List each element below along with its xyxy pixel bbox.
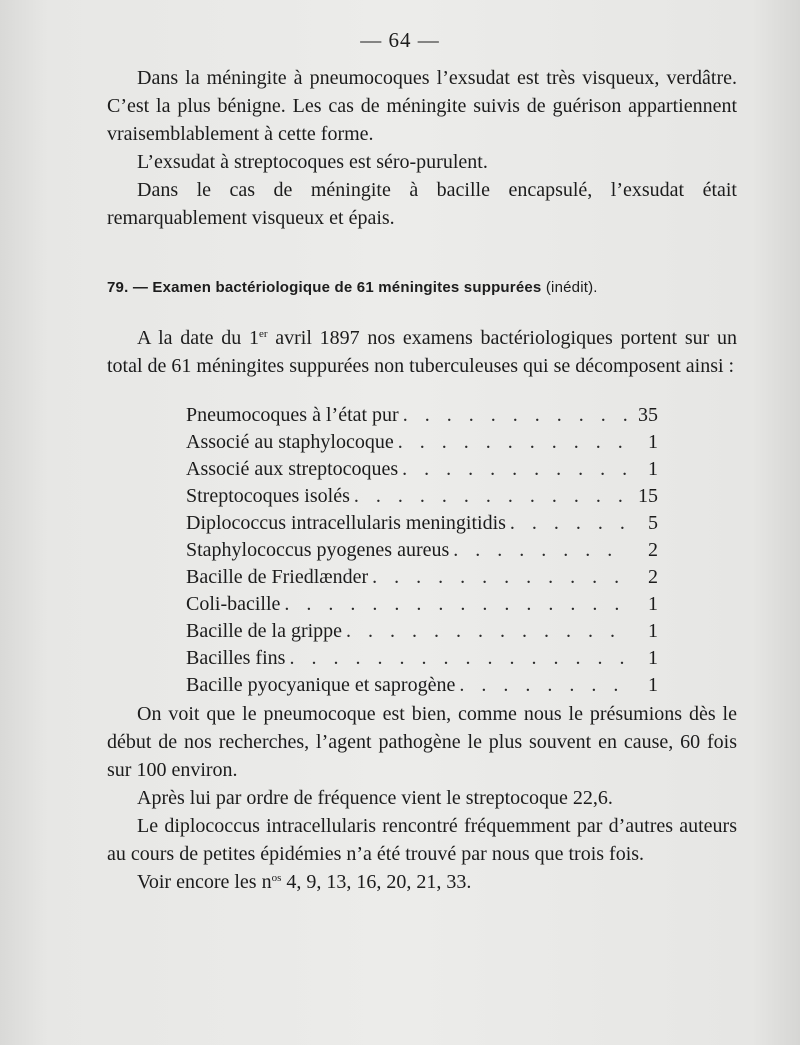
- table-row: [186, 537, 658, 564]
- lead-text-start: A la date du 1: [137, 327, 259, 349]
- table-row: [186, 402, 658, 429]
- row-count: 2: [648, 539, 658, 561]
- dot-leader: [399, 402, 628, 429]
- see-also-text-end: 4, 9, 13, 16, 20, 21, 33.: [281, 871, 472, 893]
- intro-block: [107, 64, 737, 232]
- dot-leader: [285, 645, 628, 672]
- table-row: [186, 564, 658, 591]
- closing-block: [107, 700, 737, 896]
- row-label: Bacille pyocyanique et saprogène: [186, 674, 456, 696]
- breakdown-table: [186, 402, 658, 699]
- dot-leader: [368, 564, 628, 591]
- row-label: Bacille de Friedlænder: [186, 566, 369, 588]
- row-label: Associé aux streptocoques: [186, 458, 399, 480]
- page-number: — 64 —: [360, 28, 440, 52]
- table-row: [186, 429, 658, 456]
- dot-leader: [449, 537, 628, 564]
- section-title: 79. — Examen bactériologique de 61 méningites suppurées: [107, 279, 542, 296]
- paragraph: Le diplococcus intracellularis rencontré fréquemment par d’autres auteurs au cours de petites épidémies n’a été trouvé par nous que trois fois.: [107, 815, 737, 865]
- see-also-paragraph: [107, 868, 737, 896]
- paragraph: On voit que le pneumocoque est bien, comme nous le présumions dès le début de nos recherches, l’agent pathogène le plus souvent en cause, 60 fois sur 100 environ.: [107, 703, 737, 781]
- table-row: [186, 456, 658, 483]
- dot-leader: [394, 429, 628, 456]
- table-row: [186, 672, 658, 699]
- row-label: Bacilles fins: [186, 647, 286, 669]
- row-label: Associé au staphylocoque: [186, 431, 394, 453]
- row-count: 35: [638, 404, 658, 426]
- table-row: [186, 510, 658, 537]
- paragraph: L’exsudat à streptocoques est séro-purulent.: [137, 151, 488, 173]
- row-label: Staphylococcus pyogenes aureus: [186, 539, 450, 561]
- dot-leader: [342, 618, 628, 645]
- lead-text-end: avril 1897 nos examens bactériologiques portent sur un total de 61 méningites suppurées non tuberculeuses qui se décomposent ainsi :: [107, 327, 737, 377]
- paragraph: Dans la méningite à pneumocoques l’exsudat est très visqueux, verdâtre. C’est la plus bénigne. Les cas de méningite suivis de guérison appartiennent vraisemblablement à cette forme.: [107, 67, 737, 145]
- row-count: 1: [648, 647, 658, 669]
- dot-leader: [280, 591, 628, 618]
- paragraph: Dans le cas de méningite à bacille encapsulé, l’exsudat était remarquablement visqueux et épais.: [107, 179, 737, 229]
- see-also-text-start: Voir encore les n: [137, 871, 272, 893]
- lead-block: [107, 324, 737, 380]
- dot-leader: [506, 510, 628, 537]
- dot-leader: [350, 483, 628, 510]
- section-note: (inédit).: [545, 279, 598, 296]
- row-count: 1: [648, 458, 658, 480]
- see-also-superscript: os: [271, 872, 282, 884]
- row-count: 1: [648, 620, 658, 642]
- section-heading: [107, 279, 737, 296]
- lead-paragraph: [107, 324, 737, 380]
- row-count: 1: [648, 674, 658, 696]
- row-count: 5: [648, 512, 658, 534]
- table-row: [186, 618, 658, 645]
- row-label: Diplococcus intracellularis meningitidis: [186, 512, 506, 534]
- table-row: [186, 483, 658, 510]
- row-label: Coli-bacille: [186, 593, 281, 615]
- row-label: Bacille de la grippe: [186, 620, 343, 642]
- table-row: [186, 645, 658, 672]
- dot-leader: [455, 672, 628, 699]
- table-row: [186, 591, 658, 618]
- row-count: 1: [648, 593, 658, 615]
- paragraph: Après lui par ordre de fréquence vient le streptocoque 22,6.: [137, 787, 613, 809]
- dot-leader: [398, 456, 628, 483]
- row-label: Streptocoques isolés: [186, 485, 350, 507]
- row-count: 2: [648, 566, 658, 588]
- row-count: 15: [638, 485, 658, 507]
- row-label: Pneumocoques à l’état pur: [186, 404, 399, 426]
- lead-superscript: er: [258, 328, 268, 340]
- row-count: 1: [648, 431, 658, 453]
